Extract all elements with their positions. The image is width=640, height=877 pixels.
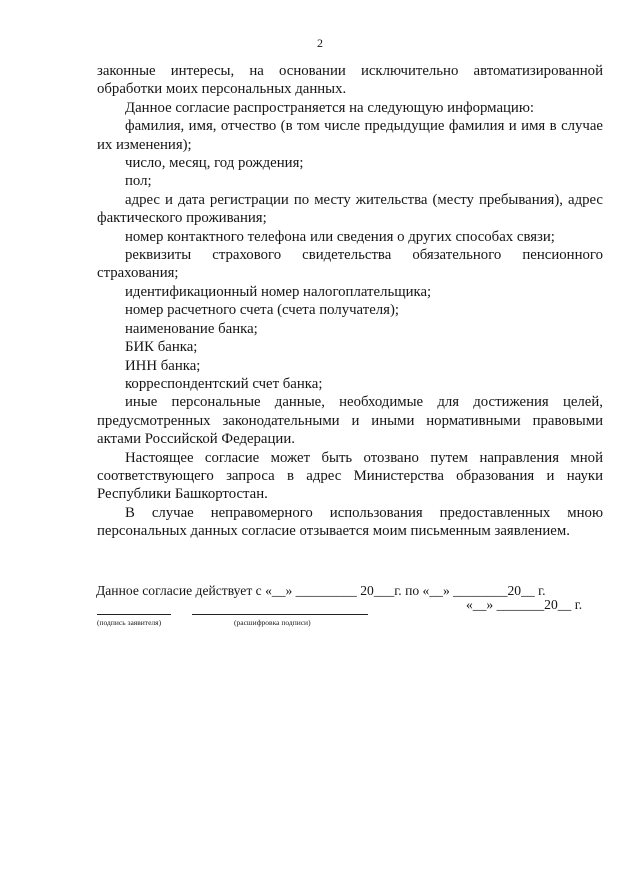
list-item-inn: идентификационный номер налогоплательщика;: [125, 283, 432, 300]
signature-decoding-line: [192, 614, 368, 615]
applicant-signature-caption: (подпись заявителя): [97, 618, 162, 627]
list-item-full-name: фамилия, имя, отчество (в том числе предыдущие фамилия и имя в случае их изменения);: [97, 118, 603, 153]
list-item-gender: пол;: [125, 173, 152, 190]
paragraph-revocation: Настоящее согласие может быть отозвано путем направления мной соответствующего запроса в адрес Министерства образования и науки Республики Башкортостан.: [97, 449, 603, 503]
list-item-bank-name: наименование банка;: [125, 320, 258, 337]
signature-decoding-caption: (расшифровка подписи): [234, 618, 311, 627]
validity-period-line: Данное согласие действует с «__» _________ 20___г. по «__» ________20__ г.: [96, 583, 546, 598]
paragraph-misuse: В случае неправомерного использования предоставленных мною персональных данных согласие отзывается моим письменным заявлением.: [97, 504, 603, 540]
list-item-corr-account: корреспондентский счет банка;: [125, 375, 323, 392]
list-item-bank-inn: ИНН банка;: [125, 357, 201, 374]
applicant-signature-line: [97, 614, 171, 615]
page-number: 2: [317, 36, 323, 50]
document-body: [97, 62, 603, 541]
list-item-bank-bik: БИК банка;: [125, 339, 198, 356]
paragraph-continuation: законные интересы, на основании исключительно автоматизированной обработки моих персональных данных.: [97, 63, 603, 98]
paragraph-scope-intro: Данное согласие распространяется на следующую информацию:: [125, 99, 535, 116]
list-item-address: адрес и дата регистрации по месту жительства (месту пребывания), адрес фактического проживания;: [97, 191, 603, 227]
list-item-pension-certificate: реквизиты страхового свидетельства обязательного пенсионного страхования;: [97, 247, 603, 282]
list-item-phone: номер контактного телефона или сведения о других способах связи;: [125, 228, 555, 245]
validity-period-line-2: «__» _______20__ г.: [466, 597, 583, 612]
list-item-birth-date: число, месяц, год рождения;: [125, 155, 304, 172]
list-item-account-number: номер расчетного счета (счета получателя);: [125, 302, 400, 319]
list-item-other-data: иные персональные данные, необходимые для достижения целей, предусмотренных законодательными и иными нормативными правовыми актами Российской Федерации.: [97, 394, 603, 448]
